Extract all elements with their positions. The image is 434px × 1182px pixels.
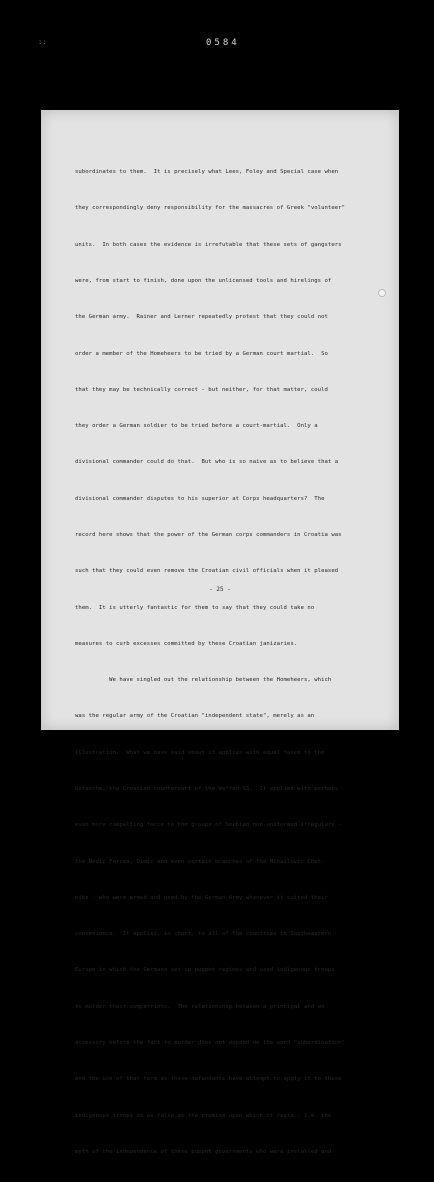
text-line: the German army. Rainer and Lerner repeatedly protest that they could not bbox=[75, 314, 328, 321]
text-line: niks - who were armed and used by the German Army whenever it suited their bbox=[75, 894, 328, 901]
text-line: record here shows that the power of the German corps commanders in Croatia was bbox=[75, 532, 342, 538]
text-line: was the regular army of the Croatian "independent state", merely as an bbox=[75, 713, 315, 720]
text-line: divisional commander disputes to his superior at Corps headquarters? The bbox=[75, 495, 325, 502]
text-line: and the use of that term as these defendants have attempt to apply it to these bbox=[75, 1076, 342, 1083]
text-line: subordinates to them. It is precisely what Lees, Foley and Special case when bbox=[75, 169, 339, 176]
punch-hole bbox=[378, 289, 386, 297]
text-line: convenience. It applies, in short, to all of the countries in Southeastern bbox=[75, 931, 332, 938]
text-line: were, from start to finish, done upon the unlicensed tools and hirelings of bbox=[75, 278, 332, 285]
document-page bbox=[41, 110, 399, 1155]
microfilm-header bbox=[0, 38, 434, 52]
frame-number: 0584 bbox=[206, 38, 240, 48]
text-line: to murder their compatriots. The relationship between a principal and an bbox=[75, 1003, 325, 1010]
text-line: they order a German soldier to be tried before a court-martial. Only a bbox=[75, 423, 318, 430]
text-line: measures to curb excesses committed by these Croatian janizaries. bbox=[75, 640, 298, 647]
text-line: illustration. What we have said about it applies with equal force to the bbox=[75, 749, 325, 756]
text-line: them. It is utterly fantastic for them to say that they could take no bbox=[75, 604, 315, 611]
text-line: even more compelling force to the groups of Serbian non-uniformed irregulars - bbox=[75, 822, 342, 829]
text-line: that they may be technically correct - but neither, for that matter, could bbox=[75, 386, 328, 393]
text-line: units. In both cases the evidence is irrefutable that these sets of gangsters bbox=[75, 241, 342, 248]
text-line: divisional commander could do that. But who is so naive as to believe that a bbox=[75, 459, 339, 466]
document-body bbox=[75, 142, 379, 1182]
text-line: myth of the independence of these puppet governments who were installed and bbox=[75, 1148, 332, 1155]
film-corner-mark: :: bbox=[38, 38, 47, 46]
text-line: Ustasche, the Croatian counterpart of the Waffen-SS. It applies with perhaps bbox=[75, 785, 339, 792]
text-line: order a member of the Homeheers to be tried by a German court martial. So bbox=[75, 350, 328, 357]
text-line: such that they could even remove the Croatian civil officials when it pleased bbox=[75, 568, 339, 575]
text-line: accessory before-the-fact to murder does not depend on the word "subordination" bbox=[75, 1039, 345, 1046]
text-line: We have singled out the relationship between the Homeheers, which bbox=[75, 677, 332, 684]
page-number: - 25 - bbox=[209, 586, 231, 593]
text-line: they correspondingly deny responsibility for the massacres of Greek "volunteer" bbox=[75, 205, 345, 212]
text-line: the Nedic Forces, Dimic and even certain branches of the Mihailovic Chet- bbox=[75, 858, 325, 865]
text-line: indigenous troops is as false as the premise upon which it rests - i.e. the bbox=[75, 1112, 332, 1119]
text-line: Europe in which the Germans set up puppet regimes and used indigenous troops bbox=[75, 967, 335, 974]
